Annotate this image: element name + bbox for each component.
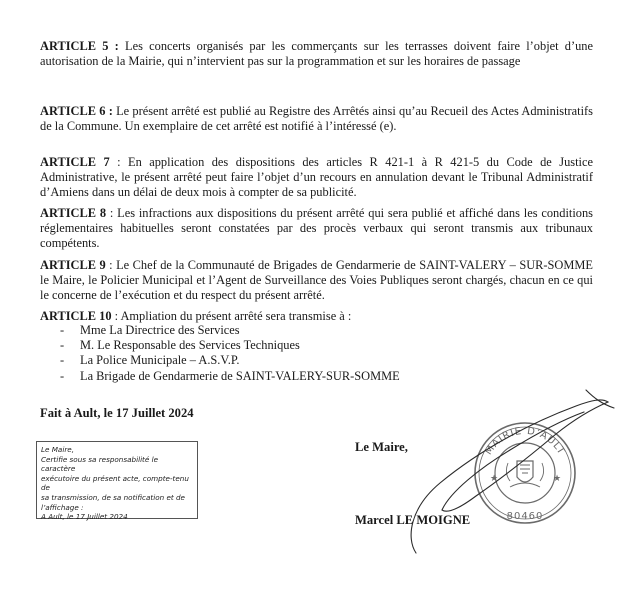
list-item: - M. Le Responsable des Services Techniques <box>58 338 400 353</box>
place-date-line: Fait à Ault, le 17 Juillet 2024 <box>40 406 194 420</box>
article-label: ARTICLE 8 <box>40 206 107 220</box>
seal-bottom-text: 80460 <box>506 511 544 522</box>
list-item: - La Police Municipale – A.S.V.P. <box>58 353 400 368</box>
article-10 <box>40 309 593 324</box>
article-text: : Les infractions aux dispositions du présent arrêté qui sera publié et affiché dans les conditions réglementaires habituelles seront constatées par des procès verbaux qui seront transmis aux tribunaux compétents. <box>40 206 593 250</box>
seal-star-right: ★ <box>553 474 562 484</box>
article-8 <box>40 206 593 251</box>
article-text: : Ampliation du présent arrêté sera transmise à : <box>111 309 352 323</box>
signatory-name: Marcel LE MOIGNE <box>355 513 471 527</box>
article-9 <box>40 258 593 303</box>
cert-line: exécutoire du présent acte, compte-tenu de <box>41 473 189 493</box>
cert-line: Certifie sous sa responsabilité le caractère <box>41 454 159 474</box>
certification-box <box>36 441 198 522</box>
cert-line: Le Maire, <box>41 445 74 454</box>
recipient-list <box>58 323 400 384</box>
article-label: ARTICLE 9 <box>40 258 106 272</box>
signatory-title: Le Maire, <box>355 440 408 454</box>
article-5 <box>40 39 593 69</box>
cert-line: A Ault, le 17 Juillet 2024 <box>41 512 128 522</box>
list-item: - Mme La Directrice des Services <box>58 323 400 338</box>
article-label: ARTICLE 5 : <box>40 39 119 53</box>
article-7 <box>40 155 593 200</box>
cert-line: sa transmission, de sa notification et de <box>41 492 185 502</box>
article-text: : Le Chef de la Communauté de Brigades de Gendarmerie de SAINT-VALERY – SUR-SOMME le Maire, le Policier Municipal et l’Agent de Surveillance des Voies Publiques seront chargés, chacun en ce qui le concerne de l’exécution et du respect du présent arrêté. <box>40 258 593 302</box>
list-item: - La Brigade de Gendarmerie de SAINT-VALERY-SUR-SOMME <box>58 369 400 384</box>
article-text: Les concerts organisés par les commerçants sur les terrasses doivent faire l’objet d’une autorisation de la Mairie, qui n’intervient pas sur la programmation et sur les horaires de passage <box>40 39 594 68</box>
article-label: ARTICLE 10 <box>40 309 112 323</box>
article-label: ARTICLE 7 <box>40 155 110 169</box>
seal-top-text: MAIRIE D’AULT <box>483 425 567 458</box>
handwritten-signature <box>380 388 620 563</box>
article-6 <box>40 104 593 134</box>
article-label: ARTICLE 6 : <box>40 104 113 118</box>
seal-star-left: ★ <box>490 474 499 484</box>
cert-line: l’affichage : <box>41 502 84 512</box>
article-text: : En application des dispositions des articles R 421-1 à R 421-5 du Code de Justice Administrative, le présent arrêté peut faire l’objet d’un recours en annulation devant le Tribunal Administratif d’Amiens dans un délai de deux mois à compter de sa publicité. <box>40 155 593 199</box>
article-text: Le présent arrêté est publié au Registre des Arrêtés ainsi qu’au Recueil des Actes Administratifs de la Commune. Un exemplaire de cet arrêté est notifié à l’intéressé (e). <box>40 104 593 133</box>
